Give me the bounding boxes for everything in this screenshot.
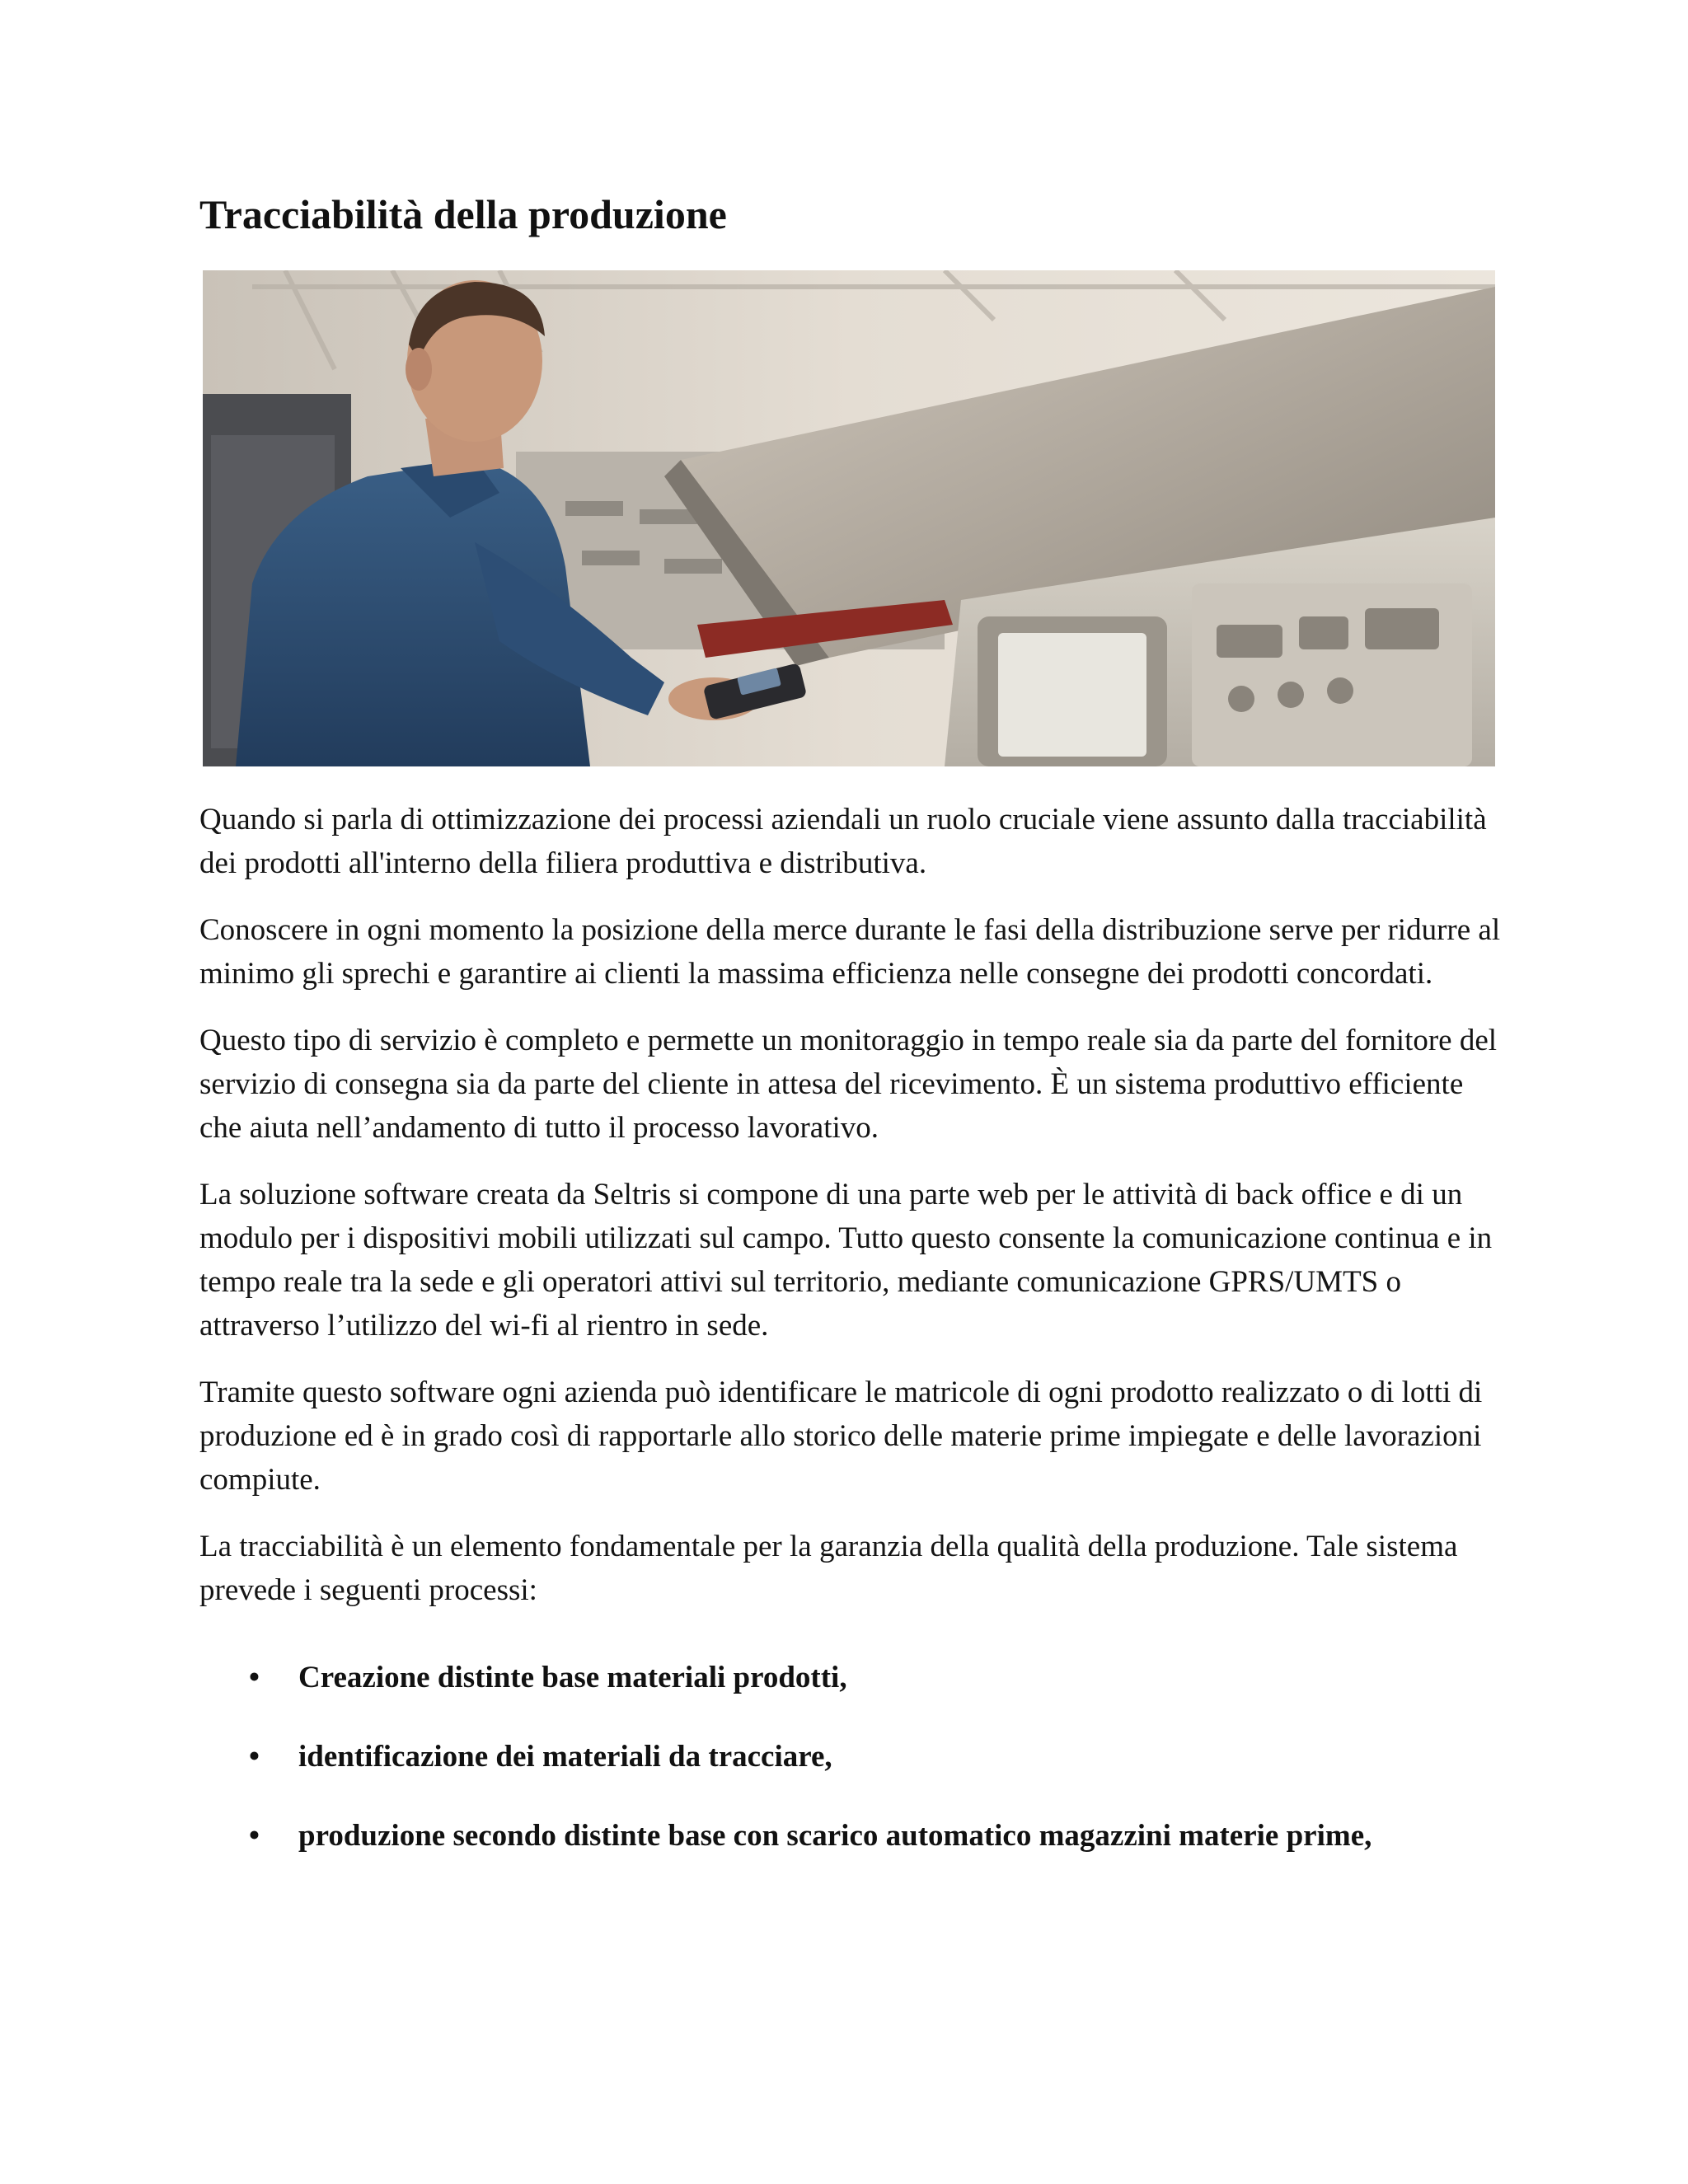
hero-photo [203,270,1495,766]
list-item-text: produzione secondo distinte base con scarico automatico magazzini materie prime, [298,1819,1372,1853]
paragraph-6: La tracciabilità è un elemento fondamentale per la garanzia della qualità della produzione. Tale sistema prevede i seguenti processi: [199,1530,1458,1607]
paragraph-5: Tramite questo software ogni azienda può identificare le matricole di ogni prodotto realizzato o di lotti di produzione ed è in grado così di rapportarle allo storico delle materie prime impiegate e delle lavorazioni compiute. [199,1376,1483,1497]
article-body [199,798,1502,1854]
page-title: Tracciabilità della produzione [199,191,727,237]
list-item [199,1739,1502,1775]
list-item-text: Creazione distinte base materiali prodotti, [298,1661,847,1694]
paragraph-2: Conoscere in ogni momento la posizione della merce durante le fasi della distribuzione serve per ridurre al minimo gli sprechi e garantire ai clienti la massima efficienza nelle consegne dei prodotti concordati. [199,913,1501,991]
bullet-icon: • [249,1740,260,1774]
document-page [199,190,1502,1897]
bullet-icon: • [249,1661,260,1694]
paragraph-4: La soluzione software creata da Seltris si compone di una parte web per le attività di back office e di un modulo per i dispositivi mobili utilizzati sul campo. Tutto questo consente la comunicazione continua e in tempo reale tra la sede e gli operatori attivi sul territorio, mediante comunicazione GPRS/UMTS o attraverso l’utilizzo del wi-fi al rientro in sede. [199,1178,1493,1343]
list-item [199,1660,1502,1696]
bullet-icon: • [249,1819,260,1853]
list-item [199,1818,1502,1854]
paragraph-1: Quando si parla di ottimizzazione dei processi aziendali un ruolo cruciale viene assunto dalla tracciabilità dei prodotti all'interno della filiera produttiva e distributiva. [199,803,1487,880]
paragraph-3: Questo tipo di servizio è completo e permette un monitoraggio in tempo reale sia da parte del fornitore del servizio di consegna sia da parte del cliente in attesa del ricevimento. È un sistema produttivo efficiente che aiuta nell’andamento di tutto il processo lavorativo. [199,1024,1498,1145]
factory-worker-image [203,270,1495,766]
list-item-text: identificazione dei materiali da tracciare, [298,1740,832,1774]
process-list [199,1660,1502,1854]
